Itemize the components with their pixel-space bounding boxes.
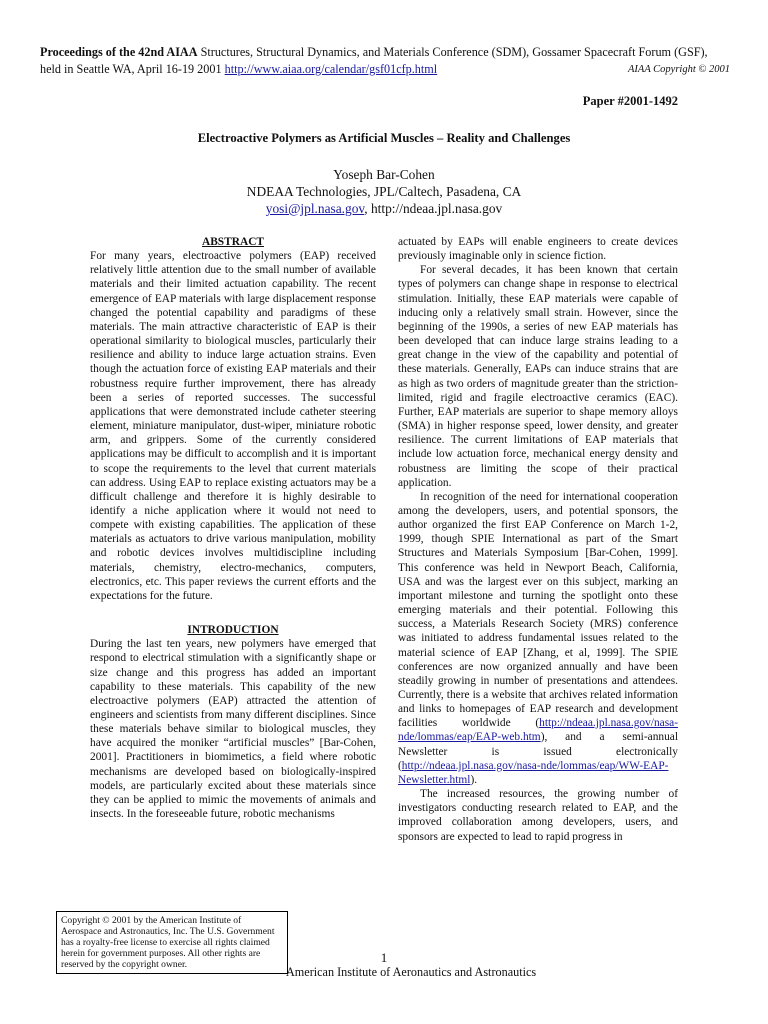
- intro-paragraph-3: [398, 490, 678, 787]
- eap-newsletter-link[interactable]: http://ndeaa.jpl.nasa.gov/nasa-nde/lommas/eap/WW-EAP-Newsletter.html: [398, 759, 669, 786]
- intro-paragraph-1: During the last ten years, new polymers have emerged that respond to electrical stimulation with a significantly shape or size change and this progress has added an important capability to these materials. This capability of the new electroactive polymers (EAP) attracted the attention of engineers and scientists from many different disciplines. Since these materials behave similar to biological muscles, they have acquired the moniker “artificial muscles” [Bar-Cohen, 2001]. Practitioners in biomimetics, a field where robotic mechanisms are developed based on biologically-inspired models, are particularly excited about these materials since they can be applied to mimic the movements of animals and insects. In the foreseeable future, robotic mechanisms: [90, 638, 376, 821]
- author-website: http://ndeaa.jpl.nasa.gov: [370, 201, 503, 216]
- right-column: [398, 235, 678, 844]
- author-email-link[interactable]: yosi@jpl.nasa.gov: [265, 201, 365, 216]
- intro-paragraph-1-continued: actuated by EAPs will enable engineers to create devices previously imaginable only in science fiction.: [398, 236, 678, 263]
- footer-organization: American Institute of Aeronautics and Astronautics: [286, 965, 537, 979]
- conference-url-link[interactable]: http://www.aiaa.org/calendar/gsf01cfp.html: [224, 62, 438, 76]
- proceedings-header: [40, 44, 730, 78]
- author-affiliation: NDEAA Technologies, JPL/Caltech, Pasadena, CA: [246, 184, 522, 199]
- introduction-heading: INTRODUCTION: [187, 624, 279, 637]
- abstract-heading: ABSTRACT: [201, 236, 265, 248]
- abstract-text: For many years, electroactive polymers (EAP) received relatively little attention due to the small number of available materials and their limited actuation capability. The recent emergence of EAP materials with large displacement response changed the potential capability and paradigms of these materials. The main attractive characteristic of EAP is their operational similarity to biological muscles, particularly their resilience and ability to induce large actuation strains. Even though the actuation force of existing EAP materials and their robustness require further improvement, there has already been a series of reported successes. The successful applications that were demonstrated include catheter steering element, miniature manipulator, dust-wiper, miniature robotic arm, and grippers. Some of the currently considered applications may be difficult to accomplish and it is important to scope the requirements to the level that current materials can address. Using EAP to replace existing actuators may be a difficult challenge and therefore it is highly desirable to identify a niche application where it would not need to compete with existing capabilities. The application of these materials as actuators to drive various manipulation, mobility and robotic devices involves multidiscipline including materials, chemistry, electro-mechanics, computers, electronics, etc. This paper reviews the current efforts and the expectations for the future.: [90, 250, 376, 602]
- copyright-notice-box: Copyright © 2001 by the American Institute of Aerospace and Astronautics, Inc. The U.S. Government has a royalty-free license to exercise all rights claimed herein for government purposes. All other rights are reserved by the copyright owner.: [56, 911, 288, 974]
- left-column: [90, 235, 376, 821]
- intro-paragraph-2: For several decades, it has been known that certain types of polymers can change shape in response to electrical stimulation. Initially, these EAP materials were capable of inducing only a relatively small strain. However, since the beginning of the 1990s, a series of new EAP materials has been developed that can induce large strains leading to a great change in the view of the capability and potential of these materials. Generally, EAPs can induce strains that are as high as two orders of magnitude greater than the striction-limited, rigid and fragile electroactive ceramics (EAC). Further, EAP materials are superior to shape memory alloys (SMA) in higher response speed, lower density, and greater resilience. The current limitations of EAP materials that include low actuation force, mechanical energy density and robustness are limiting the scope of their practical application.: [398, 264, 678, 489]
- author-contact: [0, 199, 768, 218]
- aiaa-copyright: AIAA Copyright © 2001: [628, 64, 730, 75]
- paper-number: Paper #2001-1492: [582, 94, 678, 108]
- contact-separator: ,: [364, 201, 371, 216]
- author-name: Yoseph Bar-Cohen: [333, 167, 435, 182]
- proceedings-title: Proceedings of the 42nd AIAA: [40, 45, 198, 59]
- paper-title: Electroactive Polymers as Artificial Muscles – Reality and Challenges: [197, 131, 571, 145]
- intro-p3-text-b: ), and a semi-annual Newsletter is issued electronically (: [398, 731, 678, 772]
- eap-website-link[interactable]: http://ndeaa.jpl.nasa.gov/nasa-nde/lommas/eap/EAP-web.htm: [398, 717, 678, 744]
- proceedings-details: Structures, Structural Dynamics, and Materials Conference (SDM), Gossamer Spacecraft Forum (GSF), held in Seattle WA, April 16-19 2001: [40, 45, 708, 76]
- intro-paragraph-4: The increased resources, the growing number of investigators conducting research related to EAP, and the improved collaboration among developers, users, and sponsors are expected to lead to rapid progress in: [398, 788, 678, 843]
- intro-p3-text-c: ).: [470, 773, 478, 786]
- intro-p3-text-a: In recognition of the need for international cooperation among the developers, users, and potential sponsors, the author organized the first EAP Conference on March 1-2, 1999, though SPIE International as part of the Smart Structures and Materials Symposium [Bar-Cohen, 1999]. This conference was held in Newport Beach, California, USA and was the largest ever on this subject, marking an important milestone and turning the spotlight onto these emerging materials and their potential. Following this success, a Materials Research Society (MRS) conference was initiated to address fundamental issues related to the material science of EAP [Zhang, et al, 1999]. The SPIE conferences are now organized annually and have been steadily growing in number of presentations and attendees. Currently, there is a website that archives related information and links to homepages of EAP research and development facilities worldwide (: [398, 490, 678, 730]
- page-number: 1: [380, 950, 388, 965]
